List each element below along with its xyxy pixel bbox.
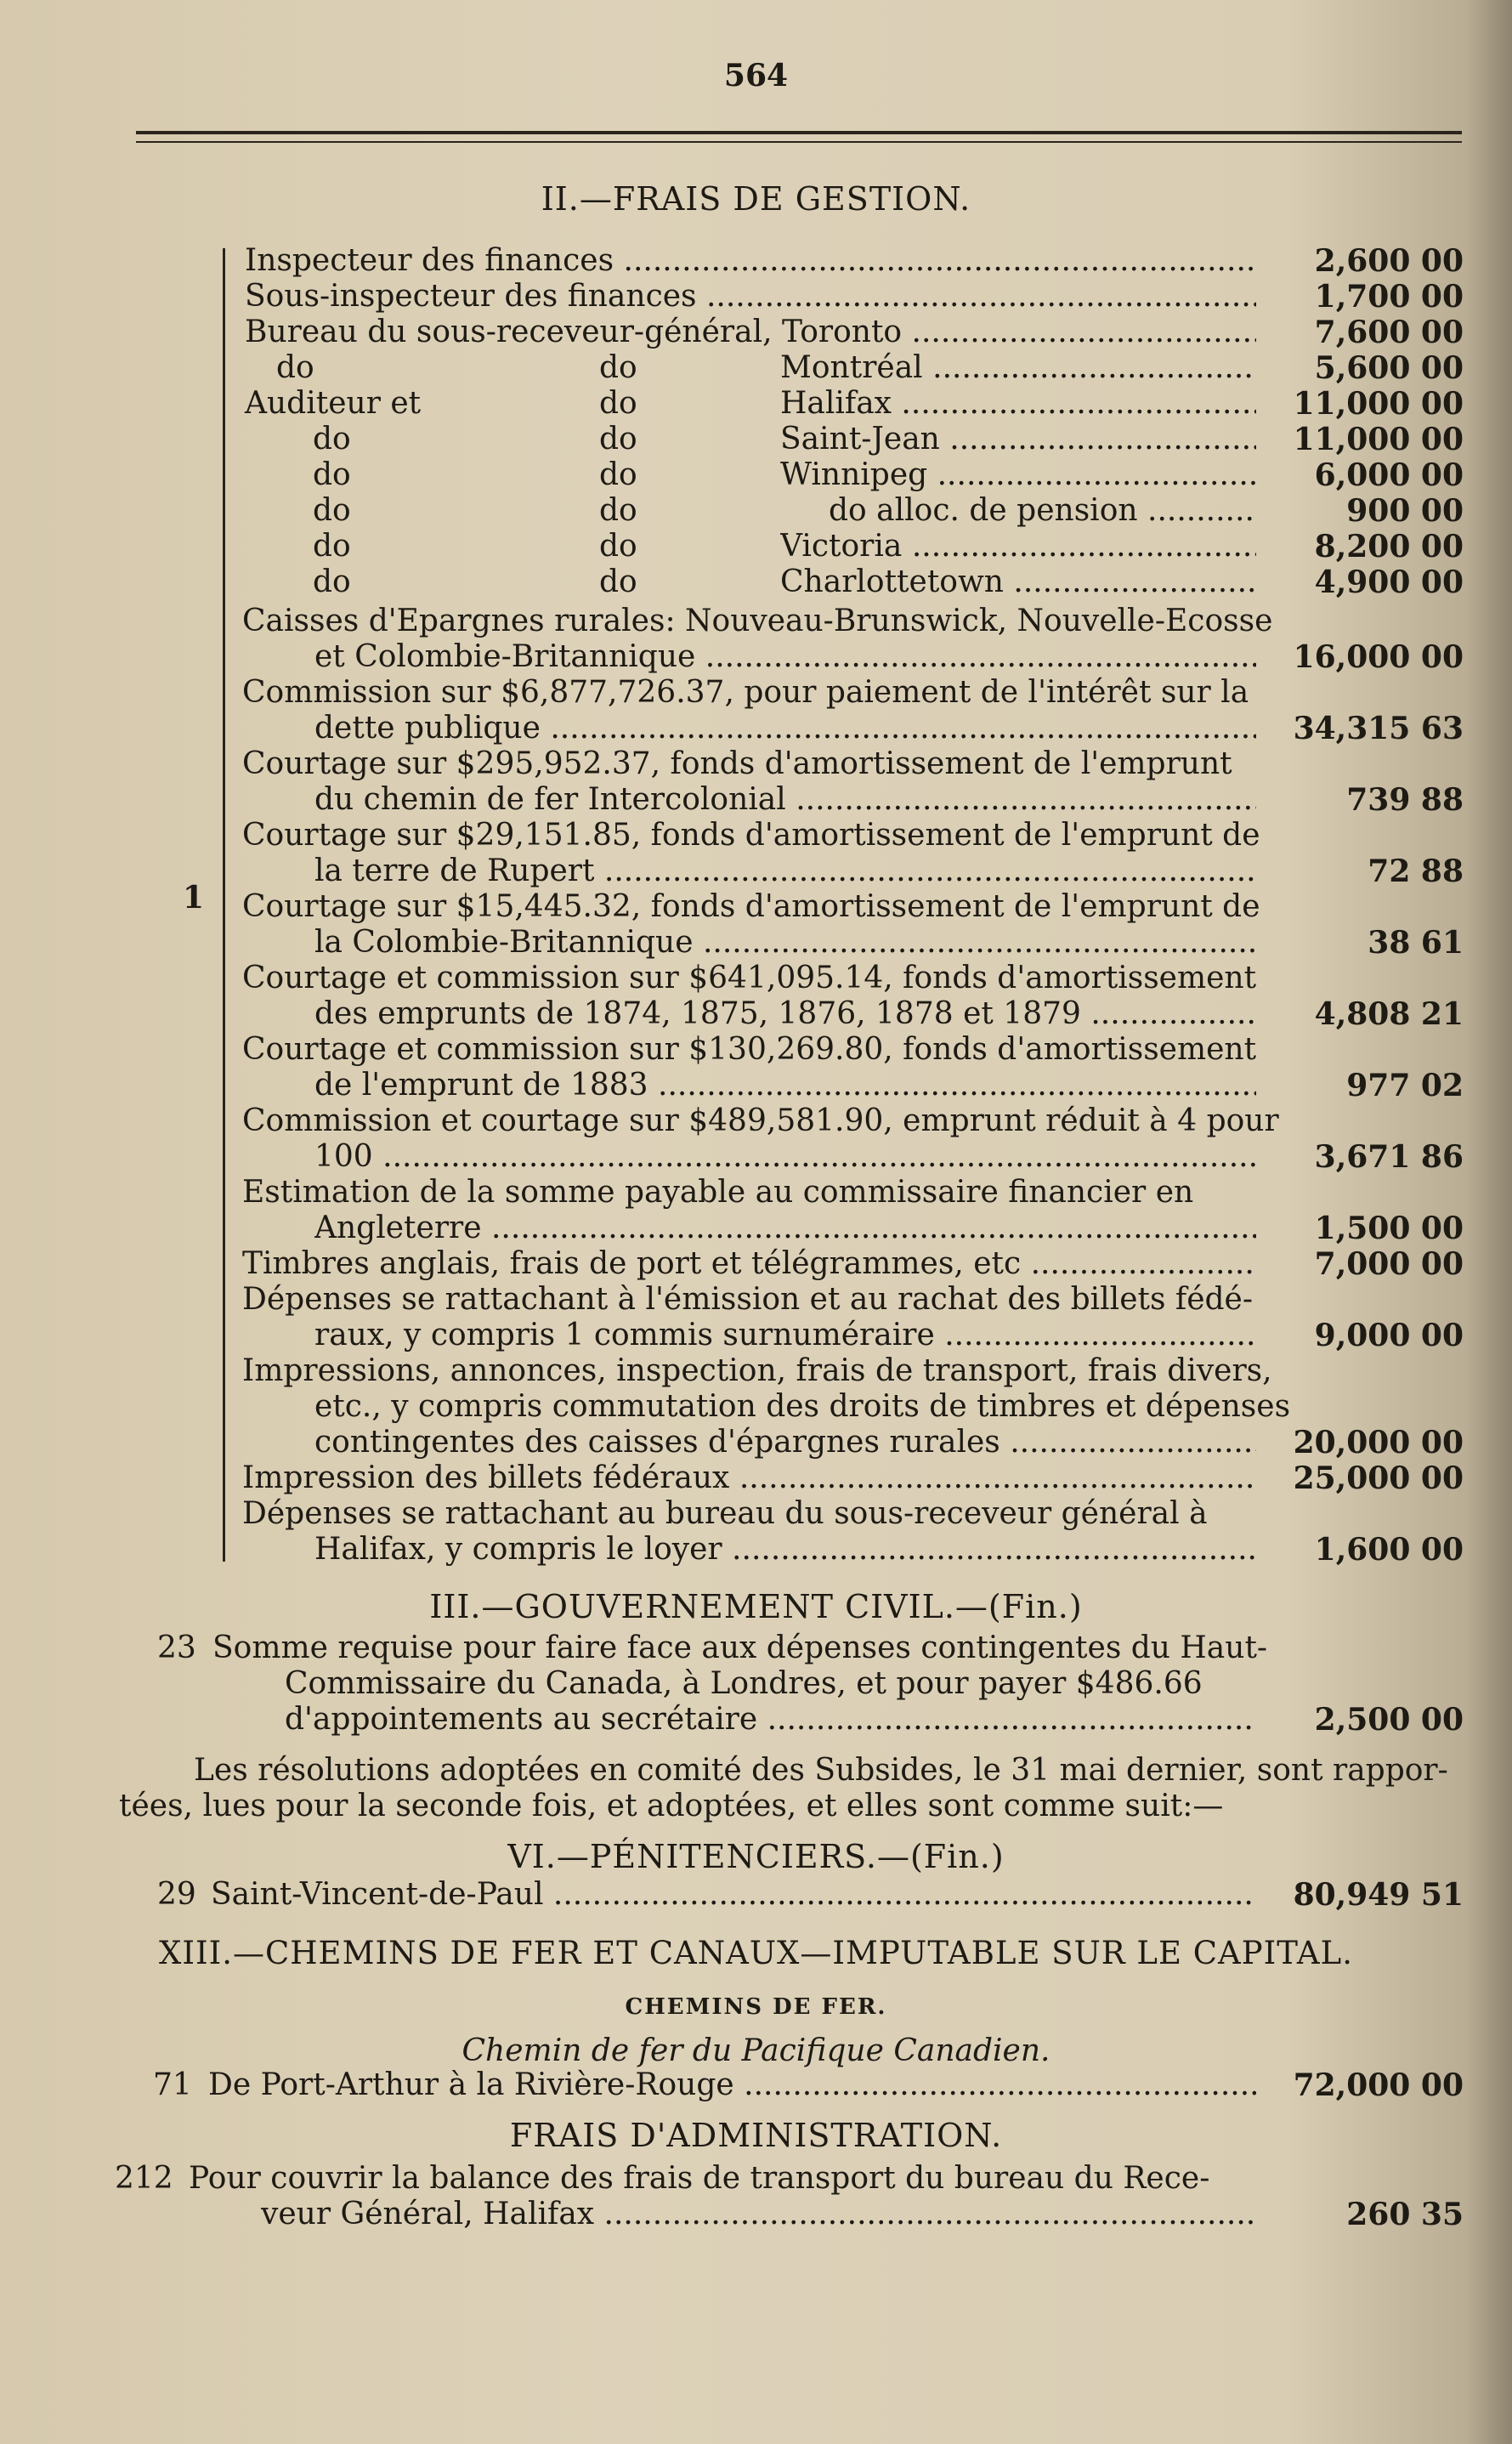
line-amount: 20,000 00 [1293,1425,1464,1460]
header-rule-thin [136,141,1462,143]
line-amount: 7,000 00 [1314,1246,1464,1282]
col2-cell: do [599,422,637,456]
line-amount: 9,000 00 [1314,1318,1464,1353]
line-amount: 900 00 [1346,493,1464,529]
item-line1: Impressions, annonces, inspection, frais de transport, frais divers, [242,1353,1272,1388]
line-amount: 2,600 00 [1314,243,1464,279]
col1-cell: do [313,564,351,599]
line-item: Impression des billets fédéraux ..... [242,1460,1256,1496]
line-item: Bureau du sous-receveur-général, Toronto ..... [245,315,1256,350]
col1-cell: do [313,422,351,456]
col2-cell: do [599,386,637,421]
item-line1: Dépenses se rattachant au bureau du sous-receveur général à [242,1496,1208,1531]
item-line2: Commissaire du Canada, à Londres, et pour payer $486.66 [285,1666,1203,1701]
line-amount: 34,315 63 [1293,711,1464,746]
col1-cell: do [313,529,351,564]
line-item: Saint-Vincent-de-Paul ..... [211,1877,1256,1913]
line-item: Timbres anglais, frais de port et télégrammes, etc ..... [242,1246,1256,1282]
item-line2: dette publique ..... [314,711,1256,746]
col1-cell: Auditeur et [245,386,422,421]
item-line1: Courtage et commission sur $130,269.80, fonds d'amortissement [242,1032,1257,1067]
section-brace [223,248,241,1562]
section-title-chemins-de-fer-canaux: XIII.—CHEMINS DE FER ET CANAUX—IMPUTABLE SUR LE CAPITAL. [159,1935,1353,1971]
item-line1: Caisses d'Epargnes rurales: Nouveau-Brunswick, Nouvelle-Ecosse [242,604,1273,638]
item-line2: 100 ..... [314,1139,1256,1175]
line-amount: 6,000 00 [1314,457,1464,493]
item-line2: raux, y compris 1 commis surnuméraire ..... [314,1318,1256,1353]
item-line1: Dépenses se rattachant à l'émission et au rachat des billets fédé- [242,1282,1254,1317]
col1-cell: do [276,350,314,385]
item-line2: la Colombie-Britannique ..... [314,925,1256,961]
line-amount: 1,700 00 [1314,279,1464,315]
col1-cell: do [313,457,351,492]
item-line1: Courtage sur $295,952.37, fonds d'amortissement de l'emprunt [242,746,1232,781]
line-amount: 4,808 21 [1314,996,1464,1032]
resolution-line1: Les résolutions adoptées en comité des Subsides, le 31 mai dernier, sont rappor- [194,1753,1448,1788]
line-amount: 2,500 00 [1314,1702,1464,1738]
col2-cell: do [599,493,637,528]
item-line2: veur Général, Halifax ..... [261,2197,1256,2232]
item-line3: d'appointements au secrétaire ..... [285,1702,1256,1738]
line-amount: 260 35 [1346,2197,1464,2232]
item-line2: Angleterre ..... [314,1211,1256,1246]
section-title-frais-de-gestion: II.—FRAIS DE GESTION. [541,180,971,218]
section-title-penitenciers: VI.—PÉNITENCIERS.—(Fin.) [507,1838,1005,1875]
line-amount: 25,000 00 [1293,1460,1464,1496]
line-amount: 80,949 51 [1293,1877,1464,1913]
line-amount: 3,671 86 [1314,1139,1464,1175]
col2-cell: do [599,564,637,599]
item-line2: la terre de Rupert ..... [314,853,1256,889]
page-number: 564 [723,58,789,94]
line-amount: 5,600 00 [1314,350,1464,386]
section-title-frais-administration: FRAIS D'ADMINISTRATION. [509,2117,1003,2154]
item-number: 23 [157,1630,196,1665]
section-title-gouvernement-civil: III.—GOUVERNEMENT CIVIL.—(Fin.) [429,1588,1083,1625]
col2-cell: do [599,457,637,492]
line-amount: 4,900 00 [1314,564,1464,600]
item-line1: Estimation de la somme payable au commissaire financier en [242,1175,1194,1210]
line-amount: 1,500 00 [1314,1211,1464,1246]
line-amount: 739 88 [1346,782,1464,818]
col3-cell: Saint-Jean ..... [780,422,1256,457]
brace-number: 1 [183,880,205,916]
item-line3: contingentes des caisses d'épargnes rurales ..... [314,1425,1256,1460]
item-line1: Commission sur $6,877,726.37, pour paiement de l'intérêt sur la [242,675,1249,710]
col3-cell: Charlottetown ..... [780,564,1256,600]
line-amount: 8,200 00 [1314,529,1464,564]
line-item: Inspecteur des finances ..... [245,243,1256,279]
item-line2: de l'emprunt de 1883 ..... [314,1068,1256,1103]
item-line2: etc., y compris commutation des droits de timbres et dépenses [314,1389,1291,1424]
col1-cell: do [313,493,351,528]
line-amount: 38 61 [1368,925,1464,961]
line-amount: 11,000 00 [1293,422,1464,457]
col3-cell: Halifax ..... [780,386,1256,422]
line-amount: 7,600 00 [1314,315,1464,350]
line-amount: 977 02 [1346,1068,1464,1103]
col3-cell: do alloc. de pension ..... [829,493,1256,529]
line-item: De Port-Arthur à la Rivière-Rouge ..... [208,2067,1256,2103]
col2-cell: do [599,350,637,385]
line-item: Sous-inspecteur des finances ..... [245,279,1256,315]
item-line2: et Colombie-Britannique ..... [314,639,1256,675]
item-line1: Pour couvrir la balance des frais de transport du bureau du Rece- [189,2161,1210,2196]
item-line1: Commission et courtage sur $489,581.90, emprunt réduit à 4 pour [242,1103,1279,1138]
subsection-title: CHEMINS DE FER. [625,1994,887,2020]
col3-cell: Montréal ..... [780,350,1256,386]
item-line1: Courtage sur $15,445.32, fonds d'amortissement de l'emprunt de [242,889,1260,924]
line-amount: 1,600 00 [1314,1532,1464,1568]
item-line2: des emprunts de 1874, 1875, 1876, 1878 et 1879 ..... [314,996,1256,1032]
item-line2: du chemin de fer Intercolonial ..... [314,782,1256,818]
item-line1: Courtage sur $29,151.85, fonds d'amortissement de l'emprunt de [242,818,1260,853]
line-amount: 11,000 00 [1293,386,1464,422]
col3-cell: Winnipeg ..... [780,457,1256,493]
item-line2: Halifax, y compris le loyer ..... [314,1532,1256,1568]
resolution-line2: tées, lues pour la seconde fois, et adoptées, et elles sont comme suit:— [119,1789,1224,1823]
line-amount: 72,000 00 [1293,2067,1464,2103]
col3-cell: Victoria ..... [780,529,1256,564]
line-amount: 16,000 00 [1293,639,1464,675]
col2-cell: do [599,529,637,564]
line-amount: 72 88 [1368,853,1464,889]
item-number: 29 [157,1877,196,1912]
item-line1: Somme requise pour faire face aux dépenses contingentes du Haut- [212,1630,1268,1665]
item-number: 71 [153,2067,192,2102]
item-number: 212 [115,2161,173,2196]
italic-heading: Chemin de fer du Pacifique Canadien. [462,2033,1050,2068]
header-rule [136,131,1462,134]
item-line1: Courtage et commission sur $641,095.14, fonds d'amortissement [242,961,1257,995]
